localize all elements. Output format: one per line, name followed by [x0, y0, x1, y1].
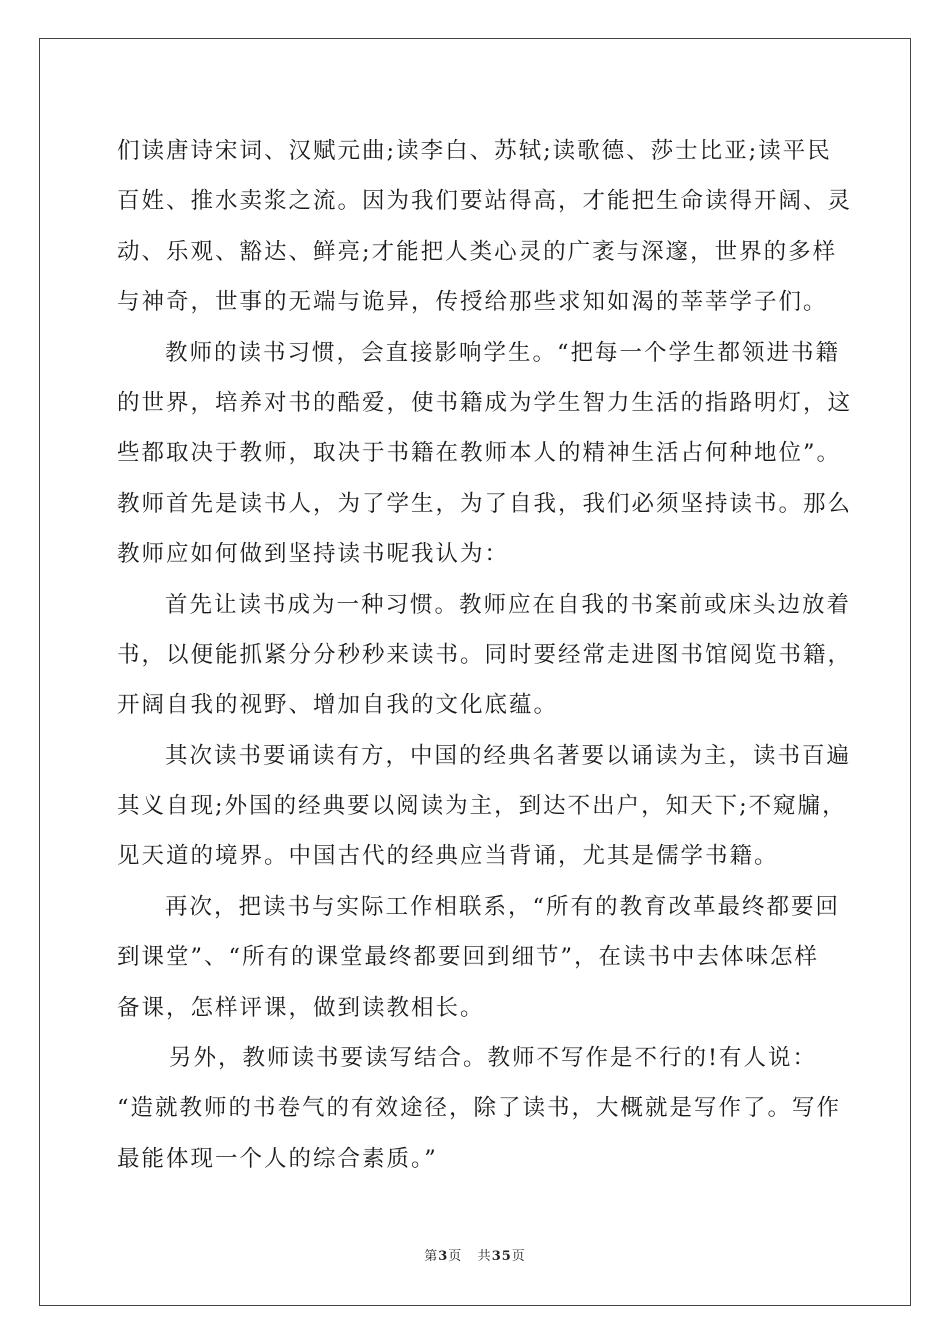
text-line: 到课堂”、“所有的课堂最终都要回到细节”，在读书中去体味怎样 [117, 944, 820, 971]
text-line: 其义自现;外国的经典要以阅读为主，到达不出户，知天下;不窥牖， [117, 793, 847, 820]
page-footer [0, 1245, 950, 1264]
document-body [117, 128, 853, 1186]
page-prefix: 第 [424, 1249, 439, 1264]
text-line: 些都取决于教师，取决于书籍在教师本人的精神生活占何种地位”。 [117, 440, 842, 467]
text-line: 教师应如何做到坚持读书呢我认为： [117, 541, 510, 568]
text-line: 与神奇，世事的无端与诡异，传授给那些求知如渴的莘莘学子们。 [117, 289, 828, 316]
text-line: “造就教师的书卷气的有效途径，除了读书，大概就是写作了。写作 [117, 1095, 842, 1122]
text-line: 最能体现一个人的综合素质。” [117, 1145, 438, 1172]
text-line: 首先让读书成为一种习惯。教师应在自我的书案前或床头边放着 [165, 591, 852, 618]
page-suffix: 页 [448, 1249, 463, 1264]
text-line: 教师首先是读书人，为了学生，为了自我，我们必须坚持读书。那么 [117, 490, 853, 517]
text-line: 开阔自我的视野、增加自我的文化底蕴。 [117, 692, 559, 719]
text-line: 见天道的境界。中国古代的经典应当背诵，尤其是儒学书籍。 [117, 843, 779, 870]
page-number-total: 35 [491, 1249, 512, 1264]
total-suffix: 页 [511, 1249, 526, 1264]
text-line: 其次读书要诵读有方，中国的经典名著要以诵读为主，读书百遍 [165, 742, 852, 769]
text-line: 备课，怎样评课，做到读教相长。 [117, 994, 485, 1021]
text-line: 动、乐观、豁达、鲜亮;才能把人类心灵的广袤与深邃，世界的多样 [117, 238, 838, 265]
text-line: 另外，教师读书要读写结合。教师不写作是不行的!有人说： [169, 1045, 818, 1072]
text-line: 书，以便能抓紧分分秒秒来读书。同时要经常走进图书馆阅览书籍， [117, 641, 853, 668]
text-line: 的世界，培养对书的酷爱，使书籍成为学生智力生活的指路明灯，这 [117, 389, 853, 416]
text-line: 教师的读书习惯，会直接影响学生。“把每一个学生都领进书籍 [165, 339, 841, 366]
text-line: 再次，把读书与实际工作相联系，“所有的教育改革最终都要回 [165, 893, 841, 920]
page-number-current: 3 [438, 1249, 449, 1264]
text-line: 们读唐诗宋词、汉赋元曲;读李白、苏轼;读歌德、莎士比亚;读平民 [117, 138, 832, 164]
total-prefix: 共 [477, 1249, 492, 1264]
text-line: 百姓、推水卖浆之流。因为我们要站得高，才能把生命读得开阔、灵 [117, 188, 853, 215]
